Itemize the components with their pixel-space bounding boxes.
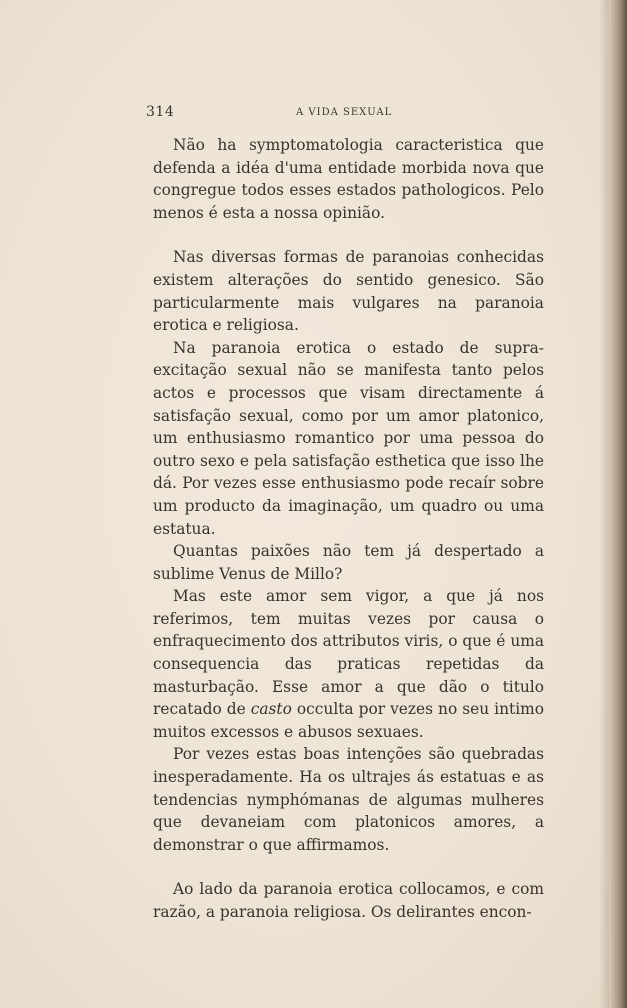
paragraph-5-mid: Esse amor a que dão o titulo recatado de bbox=[153, 677, 544, 719]
paragraph-7: Ao lado da paranoia erotica collocamos, e com razão, a paranoia religiosa. Os delirantes encon- bbox=[153, 880, 544, 921]
paragraph-2: Nas diversas formas de paranoias conhecidas existem alterações do sentido genesico. São particularmente mais vulgares na paranoia erotica e religiosa. bbox=[153, 248, 544, 335]
paragraph-5 bbox=[153, 585, 544, 743]
paragraph-6: Por vezes estas boas intenções são quebradas inesperadamente. Ha os ultrajes ás estatuas e as tendencias nymphómanas de algumas mulheres que devaneiam com platonicos amores, a demonstrar o que affirmamos. bbox=[153, 745, 544, 854]
body-text bbox=[153, 134, 544, 924]
italic-term: casto bbox=[250, 700, 292, 719]
paragraph-1: Não ha symptomatologia caracteristica que defenda a idéa d'uma entidade morbida nova que congregue todos esses estados pathologicos. Pelo menos é esta a nossa opinião. bbox=[153, 136, 544, 222]
paragraph-5-start: Mas este amor sem vigor, a que já nos referimos, tem muitas vezes por causa o enfraquecimento dos attributos viris, o que é uma consequencia das praticas repetidas da masturbação. bbox=[153, 587, 544, 696]
paragraph-3: Na paranoia erotica o estado de supra-excitação sexual não se manifesta tanto pelos actos e processos que visam directamente á satisfação sexual, como por um amor platonico, um enthusiasmo romantico por uma pessoa do outro sexo e pela satisfação esthetica que isso lhe dá. Por vezes esse enthusiasmo pode recaír sobre um producto da imaginação, um quadro ou uma estatua. bbox=[153, 338, 544, 538]
book-spine-edge bbox=[609, 0, 627, 1008]
page-header bbox=[146, 104, 544, 124]
page-edge-shadow bbox=[599, 0, 609, 1008]
page-number: 314 bbox=[146, 104, 175, 120]
paragraph-4: Quantas paixões não tem já despertado a sublime Venus de Millo? bbox=[153, 542, 544, 583]
paragraph-5-end: occulta por vezes no seu intimo muitos excessos e abusos sexuaes. bbox=[153, 700, 544, 741]
running-head: A VIDA SEXUAL bbox=[296, 107, 393, 118]
